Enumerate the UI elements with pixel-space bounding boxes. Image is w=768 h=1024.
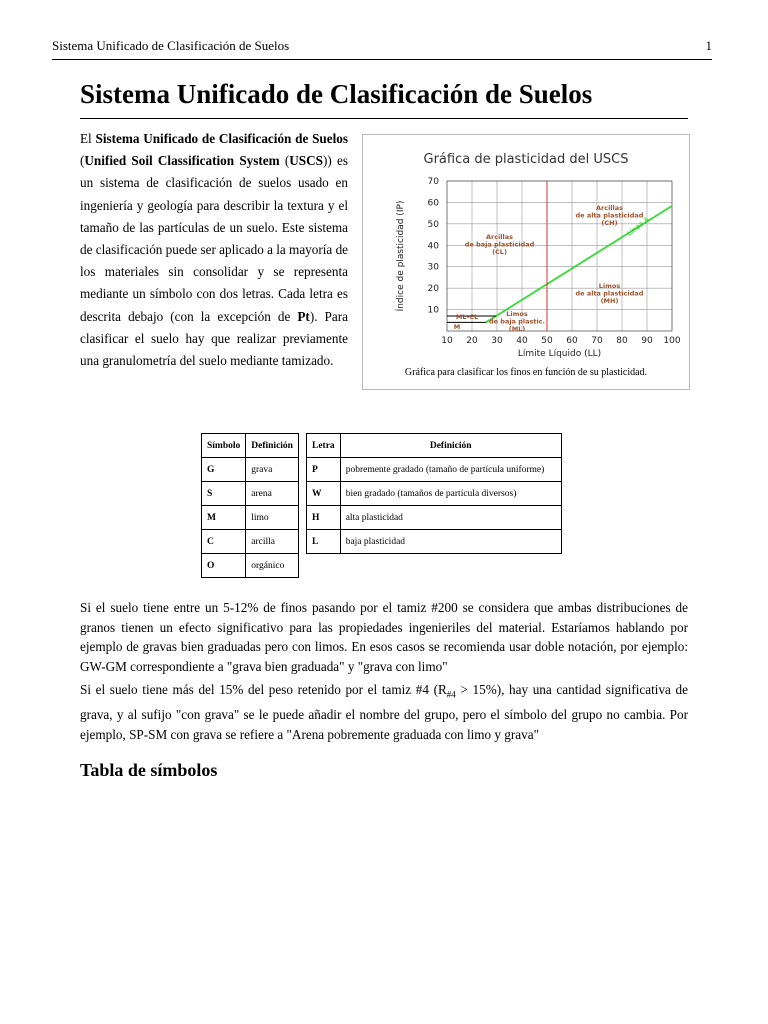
table-row: [307, 458, 562, 482]
letter-cell: H: [307, 506, 341, 530]
letter-cell: P: [307, 458, 341, 482]
plot-frame: [447, 181, 672, 331]
region-label: [465, 233, 535, 256]
chart-title: Gráfica de plasticidad del USCS: [423, 152, 629, 167]
x-tick-label: 20: [466, 336, 478, 346]
paragraph-text: > 15%), hay una cantidad significativa de grava, y al sufijo "con grava" se le puede añadir el nombre del grupo, pero el símbolo del grupo no cambia. Por ejemplo, SP-SM con grava se refiere a "Arena pobremente graduada con limo y grava": [80, 682, 688, 742]
intro-text: (: [80, 153, 85, 169]
x-tick-label: 30: [491, 336, 503, 346]
intro-paragraph: [80, 128, 348, 372]
definition-cell: arcilla: [246, 530, 299, 554]
intro-text: )) es un sistema de clasificación de suelos usado en ingeniería y geología para describir la textura y el tamaño de las partículas de un suelo. Este sistema de clasificación puede ser aplicado a la mayoría de los materiales sin consolidar y se representa mediante un símbolo con dos letras. Cada letra es descrita debajo (con la excepción de: [80, 153, 349, 324]
x-tick-label: 100: [663, 336, 681, 346]
symbol-cell: G: [202, 458, 246, 482]
letter-cell: L: [307, 530, 341, 554]
intro-text: El: [80, 131, 96, 146]
region-label: [454, 323, 460, 331]
region-label: [489, 310, 545, 333]
header-rule: [52, 59, 712, 60]
x-tick-label: 40: [516, 336, 528, 346]
column-header: Definición: [246, 434, 299, 458]
region-label-line: ML-CL: [455, 313, 479, 322]
region-label-line: de alta plasticidad: [575, 211, 644, 220]
page-title: Sistema Unificado de Clasificación de Suelos: [80, 79, 593, 109]
column-header: Símbolo: [202, 434, 246, 458]
intro-bold-acronym: USCS: [289, 153, 323, 169]
definition-cell: grava: [246, 458, 299, 482]
region-label-line: (CH): [601, 218, 618, 227]
section-heading: Tabla de símbolos: [80, 760, 218, 780]
x-tick-label: 70: [591, 336, 603, 346]
x-tick-label: 10: [441, 336, 453, 346]
letter-cell: W: [307, 482, 341, 506]
y-tick-label: 60: [427, 198, 439, 209]
x-axis-label: Límite Líquido (LL): [517, 349, 602, 359]
region-label-line: de alta plasticidad: [575, 289, 644, 298]
table-row: [307, 482, 562, 506]
table-row: [202, 482, 299, 506]
table-row: [202, 458, 299, 482]
definition-cell: arena: [246, 482, 299, 506]
region-label: [576, 204, 644, 227]
y-tick-label: 20: [427, 284, 439, 295]
page-number: 1: [705, 38, 712, 53]
subscript: #4: [446, 689, 456, 700]
region-label-line: (MH): [600, 297, 619, 306]
plasticity-chart-figure: [362, 134, 690, 390]
symbol-cell: S: [202, 482, 246, 506]
symbol-cell: M: [202, 506, 246, 530]
figure-caption: Gráfica para clasificar los finos en función de su plasticidad.: [404, 367, 648, 378]
region-label-line: Arcillas: [485, 232, 514, 241]
region-label-line: de baja plastic.: [488, 317, 546, 326]
paragraph-dual-notation: Si el suelo tiene entre un 5-12% de finos pasando por el tamiz #200 se considera que ambas distribuciones de granos tienen un efecto significativo para las propiedades ingenieriles del material. Estaríamos hablando por ejemplo de gravas bien graduadas pero con limos. En esos casos se recomienda usar doble notación, por ejemplo: GW-GM correspondiente a "grava bien graduada" y "grava con limo": [80, 600, 688, 674]
definition-cell: alta plasticidad: [340, 506, 561, 530]
region-label-line: (CL): [492, 247, 507, 256]
column-header: Definición: [340, 434, 561, 458]
symbol-cell: C: [202, 530, 246, 554]
symbols-table: [201, 433, 299, 578]
intro-text: (: [279, 153, 290, 169]
symbol-cell: O: [202, 554, 246, 578]
letters-table: [306, 433, 562, 554]
region-label-line: Limos: [506, 310, 528, 318]
y-tick-label: 10: [427, 305, 439, 316]
x-tick-label: 90: [641, 336, 653, 346]
x-tick-label: 50: [541, 336, 553, 346]
table-row: [307, 530, 562, 554]
paragraph-text: Si el suelo tiene más del 15% del peso retenido por el tamiz #4 (R: [80, 682, 447, 697]
x-tick-label: 60: [566, 336, 578, 346]
running-title: Sistema Unificado de Clasificación de Suelos: [52, 38, 290, 53]
table-row: [202, 530, 299, 554]
y-tick-label: 70: [427, 177, 439, 187]
definition-cell: pobremente gradado (tamaño de partícula uniforme): [340, 458, 561, 482]
definition-cell: bien gradado (tamaños de partícula diversos): [340, 482, 561, 506]
region-label-line: (ML): [508, 325, 526, 333]
y-axis-label: Índice de plasticidad (IP): [396, 200, 406, 312]
definition-cell: orgánico: [246, 554, 299, 578]
y-tick-label: 50: [427, 219, 439, 230]
region-label: [576, 282, 644, 305]
intro-bold-english: Unified Soil Classification System: [84, 153, 280, 169]
y-tick-label: 30: [427, 262, 439, 273]
x-tick-label: 80: [616, 336, 628, 346]
title-rule: [80, 118, 688, 119]
table-row: [202, 554, 299, 578]
intro-text: ). Para clasificar el suelo hay que realizar previamente una granulometría del suelo mediante tamizado.: [80, 308, 348, 369]
annotation-label: Línea A: [625, 215, 651, 238]
region-label-line: Arcillas: [595, 203, 624, 212]
plasticity-chart: [363, 135, 689, 365]
column-header: Letra: [307, 434, 341, 458]
table-header-row: [307, 434, 562, 458]
table-header-row: [202, 434, 299, 458]
region-label-line: Limos: [598, 282, 621, 291]
intro-bold-name: Sistema Unificado de Clasificación de Suelos: [95, 131, 348, 146]
paragraph-gravel-suffix: [80, 680, 688, 744]
table-row: [307, 506, 562, 530]
y-tick-label: 40: [427, 241, 439, 252]
region-label-line: M: [453, 322, 461, 331]
table-row: [202, 506, 299, 530]
definition-cell: limo: [246, 506, 299, 530]
intro-bold-pt: Pt: [297, 308, 310, 324]
region-label: [456, 313, 478, 321]
definition-cell: baja plasticidad: [340, 530, 561, 554]
region-label-line: de baja plasticidad: [464, 240, 535, 249]
